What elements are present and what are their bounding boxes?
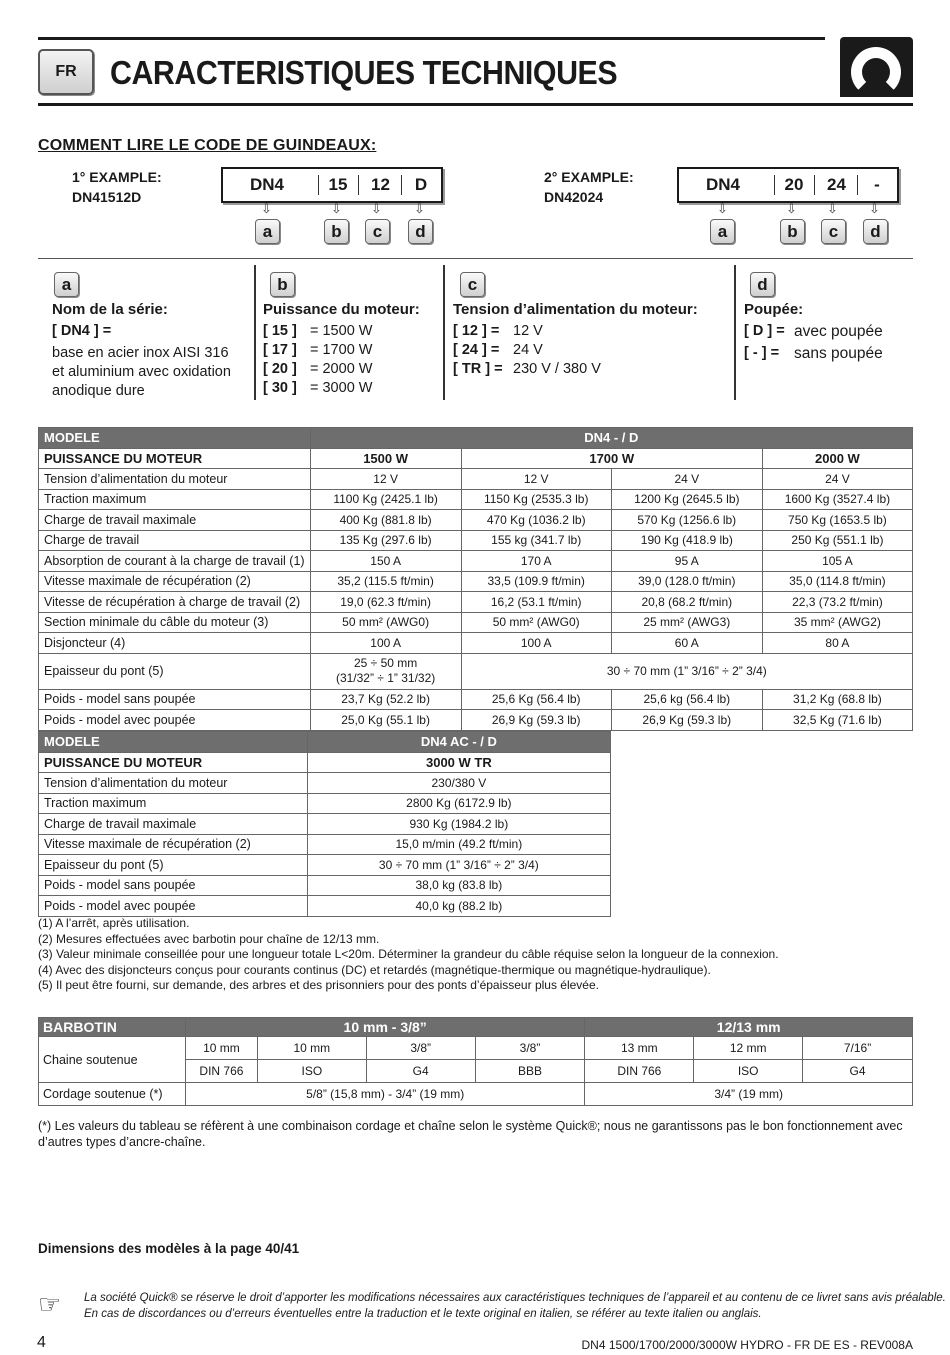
footnote: (4) Avec des disjoncteurs conçus pour courants continus (DC) et retardés (magnétique-thermique ou magnétique-hydraulique).: [38, 962, 711, 977]
table-cell: PUISSANCE DU MOTEUR: [39, 448, 311, 469]
table-row: [39, 469, 913, 490]
table-cell: 190 Kg (418.9 lb): [611, 530, 762, 551]
barbotin-table: [38, 1017, 913, 1106]
table-cell: 12/13 mm: [585, 1018, 913, 1037]
table-cell: 15,0 m/min (49.2 ft/min): [307, 834, 610, 855]
table-cell: 3/8”: [366, 1037, 475, 1060]
arrow-down-icon: ⇩: [414, 201, 425, 216]
key-a: a: [255, 219, 280, 244]
table-cell: 35,2 (115.5 ft/min): [310, 571, 461, 592]
table-power-row: [39, 752, 611, 773]
code-segment-voltage: 12: [371, 175, 390, 194]
footnote: (3) Valeur minimale conseillée pour une longueur totale L<20m. Déterminer la grandeur du câble réquise selon la longueur de la connexion.: [38, 947, 779, 961]
table-cell: 25,6 Kg (56.4 lb): [461, 689, 611, 710]
dimensions-reference: Dimensions des modèles à la page 40/41: [38, 1241, 300, 1256]
table-cell: 16,2 (53.1 ft/min): [461, 592, 611, 613]
table-cell: 50 mm² (AWG0): [461, 612, 611, 633]
table-cell: Traction maximum: [39, 793, 308, 814]
code-segment-series: DN4: [249, 175, 284, 194]
table-cell: 30 ÷ 70 mm (1” 3/16” ÷ 2” 3/4): [461, 653, 912, 689]
table-cell: DIN 766: [585, 1060, 694, 1083]
header-top-rule: [38, 37, 825, 40]
legend-b-title: Puissance du moteur:: [263, 301, 420, 318]
table-header-row: [39, 732, 611, 753]
table-row: [39, 612, 913, 633]
table-cell: 170 A: [461, 551, 611, 572]
table-cell: G4: [366, 1060, 475, 1083]
table-cell: Epaisseur du pont (5): [39, 855, 308, 876]
table-cell: 10 mm - 3/8”: [185, 1018, 584, 1037]
footnote: (5) Il peut être fourni, sur demande, des arbres et des prisonniers pour des ponts d’épaisseur plus élevée.: [38, 978, 599, 992]
arrow-down-icon: ⇩: [331, 201, 342, 216]
table-row: [39, 814, 611, 835]
table-cell: 24 V: [762, 469, 912, 490]
table-cell: Epaisseur du pont (5): [39, 653, 311, 689]
table-row: [39, 510, 913, 531]
table-cell: Disjoncteur (4): [39, 633, 311, 654]
table-cell: 3/8”: [475, 1037, 585, 1060]
table-cell: Vitesse de récupération à charge de travail (2): [39, 592, 311, 613]
table-row: [39, 834, 611, 855]
page-number: 4: [37, 1334, 46, 1351]
code-segment-capstan: -: [874, 175, 880, 194]
table-cell: DIN 766: [185, 1060, 257, 1083]
table-power-row: [39, 448, 913, 469]
legend-key-a: a: [54, 272, 79, 297]
table-cell: Charge de travail maximale: [39, 814, 308, 835]
table-cell: 25,0 Kg (55.1 lb): [310, 710, 461, 731]
table-cell: 25 mm² (AWG3): [611, 612, 762, 633]
key-d: d: [408, 219, 433, 244]
document-reference: DN4 1500/1700/2000/3000W HYDRO - FR DE ES - REV008A: [581, 1338, 913, 1352]
arrow-down-icon: ⇩: [371, 201, 382, 216]
table-cell: Traction maximum: [39, 489, 311, 510]
example2-code-box: [677, 167, 899, 203]
table-cell: 12 V: [461, 469, 611, 490]
table-cell: 470 Kg (1036.2 lb): [461, 510, 611, 531]
key-c: c: [821, 219, 846, 244]
table-cell: MODELE: [39, 732, 308, 753]
table-cell: 35 mm² (AWG2): [762, 612, 912, 633]
table-cell: 35,0 (114.8 ft/min): [762, 571, 912, 592]
table-cell: 100 A: [310, 633, 461, 654]
table-cell: Poids - model avec poupée: [39, 896, 308, 917]
table-cell: Chaine soutenue: [39, 1037, 186, 1083]
arrow-down-icon: ⇩: [717, 201, 728, 216]
table-cell: 1500 W: [310, 448, 461, 469]
legend-rule: [38, 258, 913, 259]
language-code: FR: [55, 63, 77, 80]
table-cell: 19,0 (62.3 ft/min): [310, 592, 461, 613]
table-cell: 25,6 kg (56.4 lb): [611, 689, 762, 710]
key-d: d: [863, 219, 888, 244]
legend-key-d: d: [750, 272, 775, 297]
table-cell: Poids - model sans poupée: [39, 875, 308, 896]
table-cell: 400 Kg (881.8 lb): [310, 510, 461, 531]
table-cell: 80 A: [762, 633, 912, 654]
table-row-deck: [39, 653, 913, 689]
table-cell: 31,2 Kg (68.8 lb): [762, 689, 912, 710]
table-cell: 1150 Kg (2535.3 lb): [461, 489, 611, 510]
code-segment-power: 20: [784, 175, 804, 194]
table-row: [39, 773, 611, 794]
table-cell: MODELE: [39, 428, 311, 449]
table-cell: 230/380 V: [307, 773, 610, 794]
table-row: [39, 896, 611, 917]
table-cell: 250 Kg (551.1 lb): [762, 530, 912, 551]
table-row: [39, 689, 913, 710]
table-cell: Charge de travail maximale: [39, 510, 311, 531]
table-cell: 135 Kg (297.6 lb): [310, 530, 461, 551]
table-row: [39, 530, 913, 551]
table-cell: 1700 W: [461, 448, 762, 469]
legend-key-c: c: [460, 272, 485, 297]
table-cell: 22,3 (73.2 ft/min): [762, 592, 912, 613]
table-cell: 3000 W TR: [307, 752, 610, 773]
code-segment-voltage: 24: [827, 175, 846, 194]
arrow-down-icon: ⇩: [869, 201, 880, 216]
table-row: [39, 489, 913, 510]
code-segment-series: DN4: [705, 175, 740, 194]
table-cell: Vitesse maximale de récupération (2): [39, 834, 308, 855]
key-c: c: [365, 219, 390, 244]
table-cell: 60 A: [611, 633, 762, 654]
table-cell: DN4 AC - / D: [307, 732, 610, 753]
legend-key-b: b: [270, 272, 295, 297]
code-section-heading: COMMENT LIRE LE CODE DE GUINDEAUX:: [38, 137, 377, 154]
table-header-row: [39, 1018, 913, 1037]
table-cell: Section minimale du câble du moteur (3): [39, 612, 311, 633]
legend-d-title: Poupée:: [744, 301, 804, 318]
table-cell: 10 mm: [185, 1037, 257, 1060]
table-cell: 100 A: [461, 633, 611, 654]
table-cell: 750 Kg (1653.5 lb): [762, 510, 912, 531]
page-title: CARACTERISTIQUES TECHNIQUES: [110, 54, 618, 91]
table-row: [39, 710, 913, 731]
table-cell: BARBOTIN: [39, 1018, 186, 1037]
example1-label: 1° EXAMPLE: DN41512D: [72, 169, 162, 205]
code-segment-power: 15: [328, 175, 348, 194]
table-cell: 95 A: [611, 551, 762, 572]
table-cell: Cordage soutenue (*): [39, 1083, 186, 1106]
table-cell: Poids - model sans poupée: [39, 689, 311, 710]
table-cell: 2000 W: [762, 448, 912, 469]
table-cell: 20,8 (68.2 ft/min): [611, 592, 762, 613]
table-row: [39, 571, 913, 592]
table-footnote: (*) Les valeurs du tableau se réfèrent à une combinaison cordage et chaîne selon le système Quick®; nous ne garantissons pas le bon fonctionnement avec d’autres types d’ancre-chaîne.: [38, 1119, 903, 1149]
key-b: b: [780, 219, 805, 244]
table-cell: PUISSANCE DU MOTEUR: [39, 752, 308, 773]
table-cell: ISO: [694, 1060, 803, 1083]
table-cell: BBB: [475, 1060, 585, 1083]
table-cell: 2800 Kg (6172.9 lb): [307, 793, 610, 814]
spec-table-dn4-ac: [38, 731, 611, 917]
quick-logo-icon: [840, 37, 913, 97]
table-cell: 50 mm² (AWG0): [310, 612, 461, 633]
table-cell: 105 A: [762, 551, 912, 572]
table-cell: 150 A: [310, 551, 461, 572]
table-row: [39, 1037, 913, 1060]
key-a: a: [710, 219, 735, 244]
table-cell: Absorption de courant à la charge de travail (1): [39, 551, 311, 572]
spec-table-dn4: [38, 427, 913, 731]
table-cell: 40,0 kg (88.2 lb): [307, 896, 610, 917]
table-cell: 930 Kg (1984.2 lb): [307, 814, 610, 835]
disclaimer: La société Quick® se réserve le droit d’apporter les modifications nécessaires aux caractéristiques techniques de l’appareil et au contenu de ce livret sans avis préalable. En cas de discordances ou d’erreurs éventuelles entre la traduction et le texte original en italien, se référer au texte italien ou anglais.: [84, 1292, 946, 1320]
table-row: [39, 855, 611, 876]
table-cell: 12 V: [310, 469, 461, 490]
table-cell: 23,7 Kg (52.2 lb): [310, 689, 461, 710]
code-segment-capstan: D: [414, 175, 428, 194]
table-cell: 155 kg (341.7 lb): [461, 530, 611, 551]
table-cell: Tension d’alimentation du moteur: [39, 469, 311, 490]
table-cell: 12 mm: [694, 1037, 803, 1060]
language-badge: [38, 49, 94, 95]
arrow-down-icon: ⇩: [827, 201, 838, 216]
table-cell: Tension d’alimentation du moteur: [39, 773, 308, 794]
table-cell: 570 Kg (1256.6 lb): [611, 510, 762, 531]
arrow-down-icon: ⇩: [786, 201, 797, 216]
table-cell: 1200 Kg (2645.5 lb): [611, 489, 762, 510]
footnote: (1) A l’arrêt, après utilisation.: [38, 916, 190, 930]
legend-a-title: Nom de la série:: [52, 301, 168, 318]
table-cell: Vitesse maximale de récupération (2): [39, 571, 311, 592]
table-row: [39, 875, 611, 896]
table-row: [39, 551, 913, 572]
table-cell: 26,9 Kg (59.3 lb): [611, 710, 762, 731]
table-cell: 10 mm: [257, 1037, 366, 1060]
table-cell: G4: [803, 1060, 913, 1083]
table-cell: 30 ÷ 70 mm (1” 3/16” ÷ 2” 3/4): [307, 855, 610, 876]
table-cell: 33,5 (109.9 ft/min): [461, 571, 611, 592]
table-row: [39, 592, 913, 613]
table-cell: 5/8” (15,8 mm) - 3/4” (19 mm): [185, 1083, 584, 1106]
footnotes: [38, 916, 779, 994]
table-cell: DN4 - / D: [310, 428, 912, 449]
example2-label: 2° EXAMPLE: DN42024: [544, 169, 634, 205]
table-cell: 1600 Kg (3527.4 lb): [762, 489, 912, 510]
table-row: [39, 633, 913, 654]
example1-code-box: [221, 167, 443, 203]
table-cell: 38,0 kg (83.8 lb): [307, 875, 610, 896]
table-row: [39, 793, 611, 814]
table-header-row: [39, 428, 913, 449]
table-cell: 24 V: [611, 469, 762, 490]
table-cell: Poids - model avec poupée: [39, 710, 311, 731]
legend-c-title: Tension d’alimentation du moteur:: [453, 301, 698, 318]
arrow-down-icon: ⇩: [261, 201, 272, 216]
table-cell: 39,0 (128.0 ft/min): [611, 571, 762, 592]
table-cell: ISO: [257, 1060, 366, 1083]
pointing-hand-icon: ☞: [38, 1289, 62, 1319]
footnote: (2) Mesures effectuées avec barbotin pour chaîne de 12/13 mm.: [38, 931, 380, 946]
table-cell: 25 ÷ 50 mm (31/32” ÷ 1” 31/32): [310, 653, 461, 689]
table-cell: 7/16”: [803, 1037, 913, 1060]
table-cell: Charge de travail: [39, 530, 311, 551]
key-b: b: [324, 219, 349, 244]
table-cell: 26,9 Kg (59.3 lb): [461, 710, 611, 731]
table-row: [39, 1083, 913, 1106]
table-cell: 32,5 Kg (71.6 lb): [762, 710, 912, 731]
table-cell: 1100 Kg (2425.1 lb): [310, 489, 461, 510]
table-cell: 13 mm: [585, 1037, 694, 1060]
header-bottom-rule: [38, 103, 913, 106]
table-cell: 3/4” (19 mm): [585, 1083, 913, 1106]
